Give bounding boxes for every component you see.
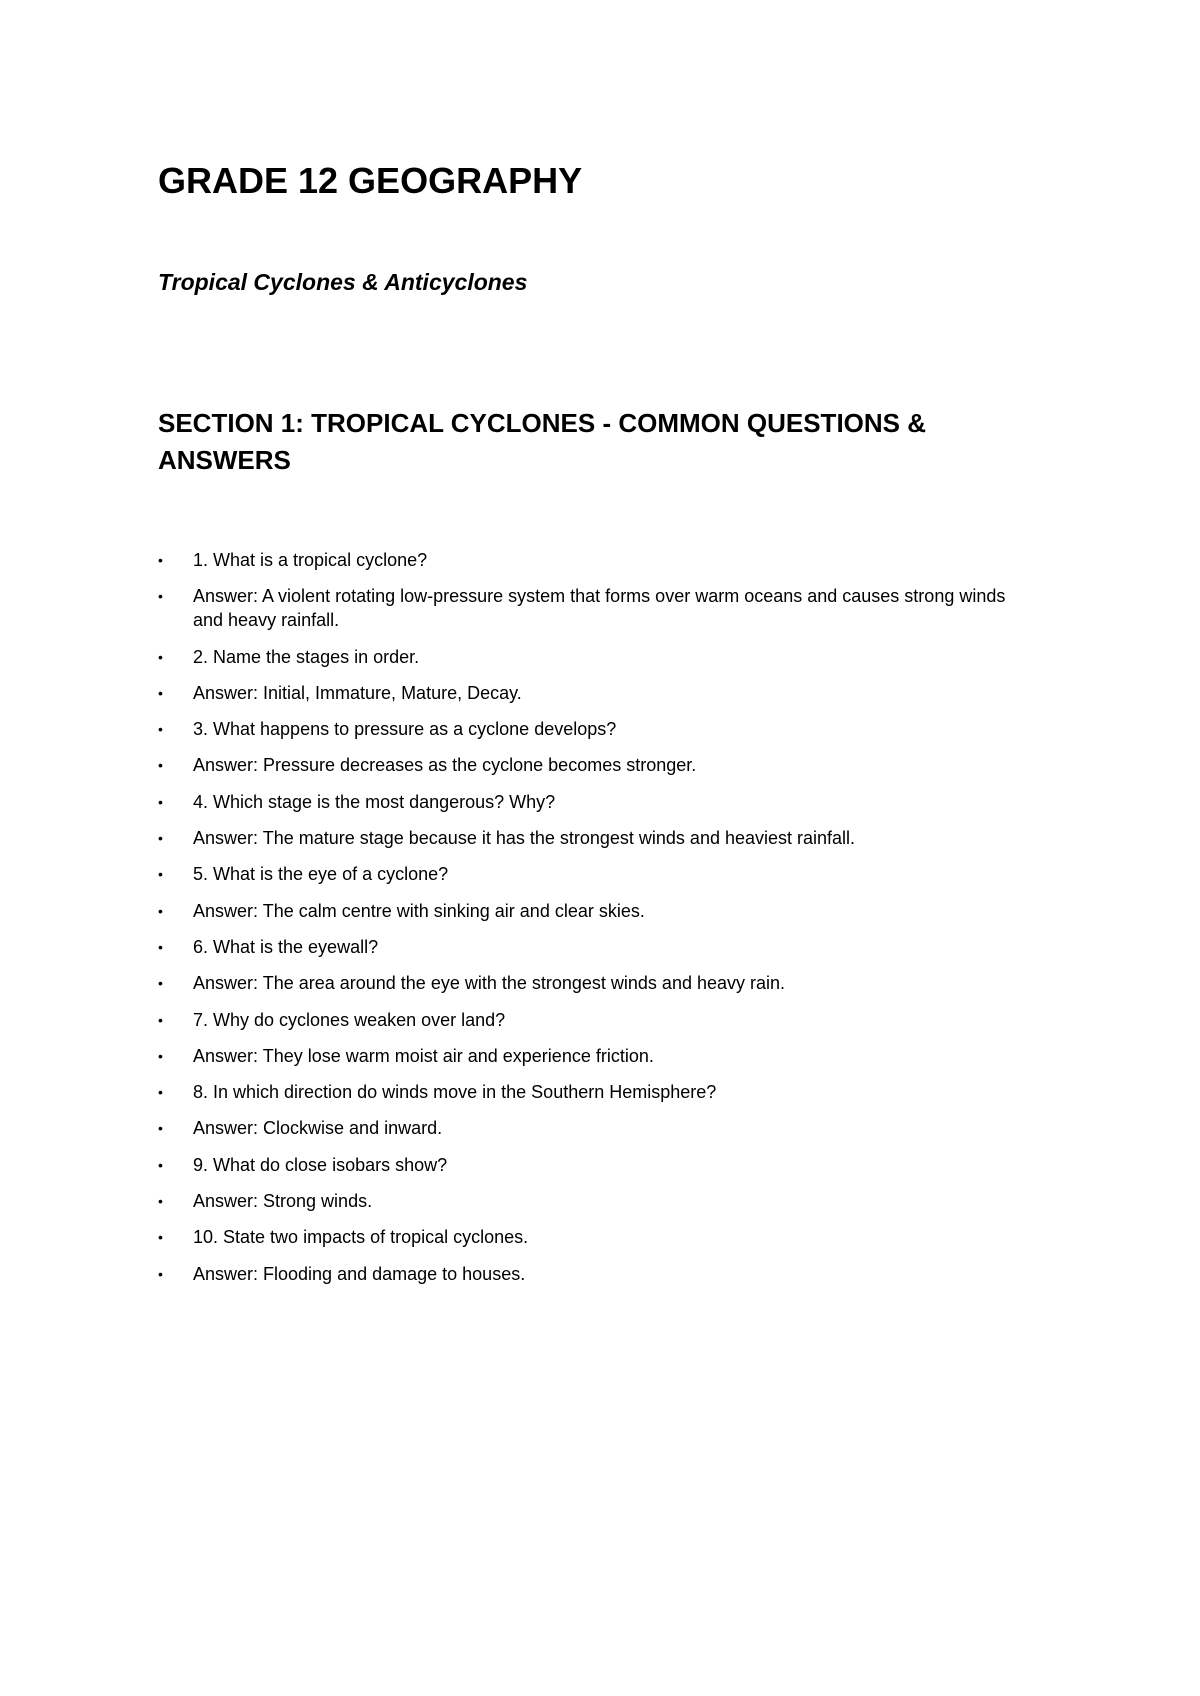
bullet-icon: • bbox=[158, 1193, 163, 1210]
list-item-text: 6. What is the eyewall? bbox=[193, 936, 379, 957]
list-item-text: Answer: Clockwise and inward. bbox=[193, 1118, 443, 1139]
list-item bbox=[158, 1153, 1038, 1177]
bullet-icon: • bbox=[158, 648, 163, 665]
bullet-icon: • bbox=[158, 866, 163, 883]
list-item bbox=[158, 1262, 1038, 1286]
list-item-text: Answer: Flooding and damage to houses. bbox=[193, 1263, 526, 1284]
list-item-text: Answer: Initial, Immature, Mature, Decay. bbox=[193, 682, 522, 703]
list-item-text: Answer: The mature stage because it has the strongest winds and heaviest rainfall. bbox=[193, 828, 856, 849]
bullet-icon: • bbox=[158, 552, 163, 568]
list-item bbox=[158, 1225, 1038, 1249]
bullet-icon: • bbox=[158, 1120, 163, 1137]
list-item-text: 4. Which stage is the most dangerous? Why? bbox=[193, 791, 556, 812]
list-item-text: 5. What is the eye of a cyclone? bbox=[193, 864, 449, 885]
bullet-icon: • bbox=[158, 1156, 163, 1173]
list-item bbox=[158, 899, 1038, 923]
bullet-icon: • bbox=[158, 1047, 163, 1064]
list-item-text: 9. What do close isobars show? bbox=[193, 1154, 448, 1175]
list-item bbox=[158, 1008, 1038, 1032]
list-item-text: Answer: Strong winds. bbox=[193, 1191, 373, 1212]
list-item bbox=[158, 1116, 1038, 1140]
list-item bbox=[158, 1080, 1038, 1104]
qa-list bbox=[158, 548, 1038, 1298]
bullet-icon: • bbox=[158, 902, 163, 919]
list-item-text: Answer: Pressure decreases as the cyclone becomes stronger. bbox=[193, 755, 697, 776]
bullet-icon: • bbox=[158, 1084, 163, 1101]
bullet-icon: • bbox=[158, 830, 163, 847]
bullet-icon: • bbox=[158, 1229, 163, 1246]
list-item bbox=[158, 1189, 1038, 1213]
list-item bbox=[158, 548, 1038, 572]
list-item-text: 7. Why do cyclones weaken over land? bbox=[193, 1009, 506, 1030]
list-item bbox=[158, 717, 1038, 741]
bullet-icon: • bbox=[158, 1011, 163, 1028]
list-item-text: Answer: The area around the eye with the strongest winds and heavy rain. bbox=[193, 973, 786, 994]
list-item-text: 10. State two impacts of tropical cyclones. bbox=[193, 1227, 529, 1248]
document-subtitle: Tropical Cyclones & Anticyclones bbox=[158, 269, 528, 295]
bullet-icon: • bbox=[158, 793, 163, 810]
bullet-icon: • bbox=[158, 684, 163, 701]
section-heading: SECTION 1: TROPICAL CYCLONES - COMMON QUESTIONS & ANSWERS bbox=[158, 408, 927, 475]
list-item bbox=[158, 826, 1038, 850]
list-item bbox=[158, 862, 1038, 886]
list-item-text: 3. What happens to pressure as a cyclone develops? bbox=[193, 719, 617, 740]
list-item bbox=[158, 645, 1038, 669]
list-item-text: 2. Name the stages in order. bbox=[193, 646, 420, 667]
bullet-icon: • bbox=[158, 721, 163, 738]
bullet-icon: • bbox=[158, 757, 163, 774]
list-item bbox=[158, 935, 1038, 959]
list-item bbox=[158, 1044, 1038, 1068]
list-item-text: Answer: A violent rotating low-pressure system that forms over warm oceans and causes strong winds and heavy rainfall. bbox=[193, 586, 1006, 631]
bullet-icon: • bbox=[158, 975, 163, 992]
list-item-text: 1. What is a tropical cyclone? bbox=[193, 550, 428, 570]
list-item-text: Answer: They lose warm moist air and experience friction. bbox=[193, 1045, 654, 1066]
list-item bbox=[158, 681, 1038, 705]
document-title: GRADE 12 GEOGRAPHY bbox=[158, 160, 583, 201]
bullet-icon: • bbox=[158, 588, 163, 605]
list-item bbox=[158, 971, 1038, 995]
bullet-icon: • bbox=[158, 1265, 163, 1282]
bullet-icon: • bbox=[158, 938, 163, 955]
list-item bbox=[158, 584, 1038, 632]
list-item bbox=[158, 753, 1038, 777]
list-item-text: 8. In which direction do winds move in the Southern Hemisphere? bbox=[193, 1082, 717, 1103]
list-item-text: Answer: The calm centre with sinking air and clear skies. bbox=[193, 900, 645, 921]
list-item bbox=[158, 790, 1038, 814]
